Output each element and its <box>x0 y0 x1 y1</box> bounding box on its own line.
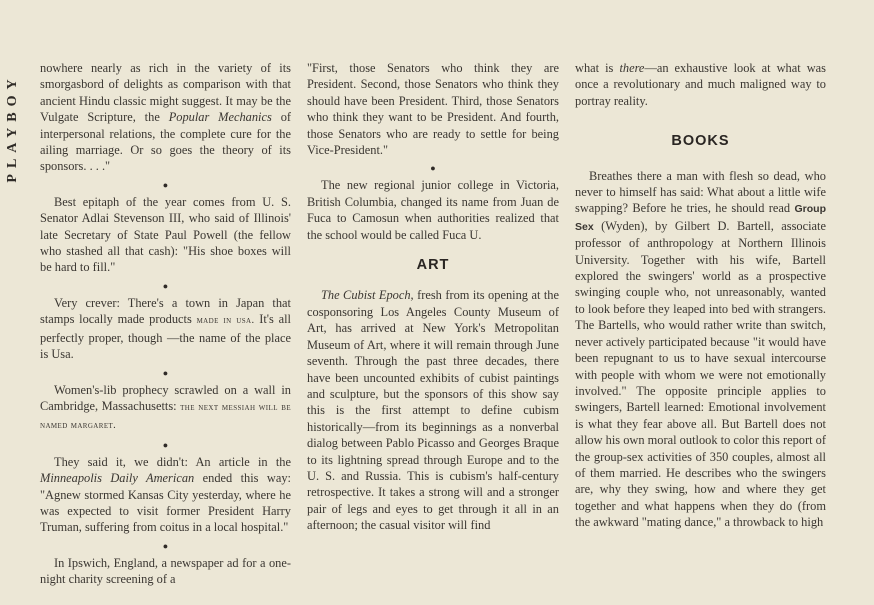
separator-dot: ● <box>162 179 169 190</box>
section-heading-books: BOOKS <box>671 133 730 150</box>
separator-dot: ● <box>162 280 169 291</box>
magazine-spine-label <box>2 58 24 198</box>
paragraph: The new regional junior college in Victoria, British Columbia, changed its name from Juan de Fuca to Camosun when authorities realized that the school would be called Fuca U. <box>307 178 559 242</box>
paragraph: Best epitaph of the year comes from U. S. Senator Adlai Stevenson III, who said of Illinois' late Secretary of State Paul Powell (the fellow who stashed all that cash): "His shoe boxes will be hard to fill." <box>40 194 291 275</box>
paragraph: Very crever: There's a town in Japan that stamps locally made products made in usa. It's all perfectly proper, though —the name of the place is Usa. <box>40 295 291 362</box>
magazine-name: PLAYBOY <box>5 73 20 183</box>
paragraph: They said it, we didn't: An article in the Minneapolis Daily American ended this way: "Agnew stormed Kansas City yesterday, where he was expected to visit former President Harry Truman, suffering from coitus in a local hospital." <box>40 454 291 535</box>
separator-dot: ● <box>162 439 169 450</box>
separator-dot: ● <box>430 163 436 174</box>
paragraph: nowhere nearly as rich in the variety of its smorgasbord of delights as comparison with that ancient Hindu classic might suggest. It may be the Vulgate Scripture, the Popular Mechanics of interpersonal relations, the complete cure for the ailing marriage. Or so goes the theory of its sponsors. . . ." <box>40 61 292 174</box>
section-heading-art: ART <box>416 257 450 274</box>
separator-dot: ● <box>162 367 169 378</box>
paragraph: Women's-lib prophecy scrawled on a wall in Cambridge, Massachusetts: the next messiah will be named margaret. <box>40 382 291 432</box>
column-2 <box>307 60 559 534</box>
paragraph: The Cubist Epoch, fresh from its opening at the cosponsoring Los Angeles County Museum of Art, has arrived at New York's Metropolitan Museum of Art, where it will remain through June seventh. Through the past three decades, there have been uncounted exhibits of cubist paintings and sculpture, but the sponsors of this show say this is the first attempt to define cubism historically—from its beginnings as a nonverbal dialog between Pablo Picasso and Georges Braque to its lightning spread through Europe and to the U. S. and Russia. This is cubism's half-century retrospective. It takes a strong will and a stronger pair of legs and eyes to get through it all in an afternoon; the casual visitor will find <box>307 288 559 533</box>
column-3 <box>575 60 826 531</box>
column-1 <box>40 60 291 588</box>
paragraph: what is there—an exhaustive look at what was once a revolutionary and much maligned way to portray reality. <box>575 61 827 108</box>
paragraph: Breathes there a man with flesh so dead, who never to himself has said: What about a little wife swapping? Before he tries, he should read Group Sex (Wyden), by Gilbert D. Bartell, associate professor of anthropology at Northern Illinois University. Together with his wife, Bartell explored the swingers' world as a prospective swinging couple who, not unreasonably, wanted to look before they leaped into bed with strangers. The Bartells, who would rather write than switch, never actively participated because "it would have been repugnant to us to have sexual intercourse with people with whom we were not emotionally involved." The opposite principle applies to swingers, Bartell learned: Emotional involvement is what they fear above all. But Bartell does not allow his own moral outlook to color this report of the group-sex activities of 350 couples, almost all of them married. He describes who the swingers are, why they swing, how and where they get together and what happens when they do (from the awkward "mating dance," a throwback to high <box>575 168 826 530</box>
paragraph: "First, those Senators who think they are President. Second, those Senators who think they should have been President. Third, those Senators who think they want to be President. And fourth, those Senators who are ready to settle for being Vice-President." <box>307 61 559 158</box>
paragraph: In Ipswich, England, a newspaper ad for a one-night charity screening of a <box>40 555 291 587</box>
separator-dot: ● <box>162 540 169 551</box>
